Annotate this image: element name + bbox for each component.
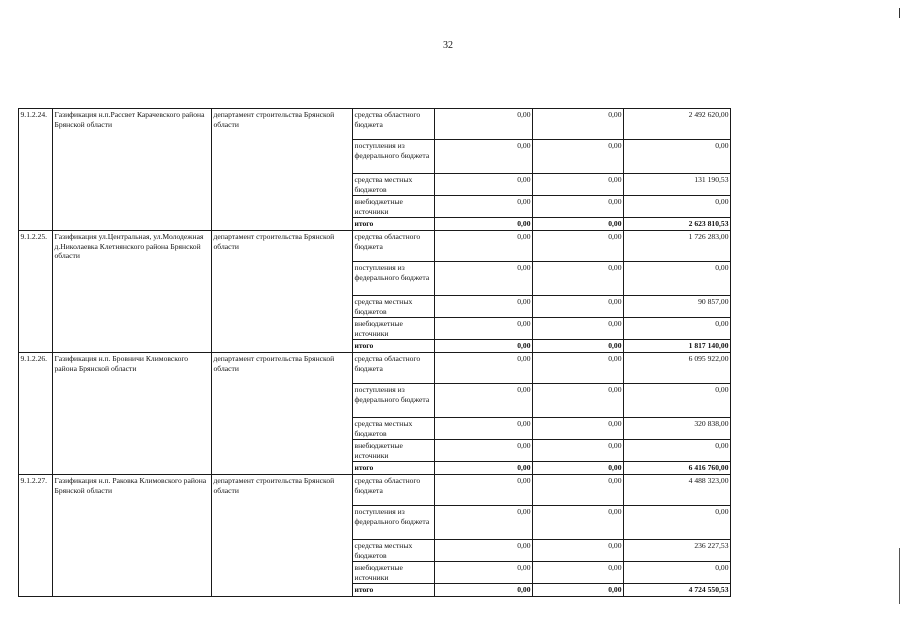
amount-cell: 90 857,00 bbox=[624, 295, 731, 317]
scan-edge-mark bbox=[899, 548, 900, 604]
funding-source: внебюджетные источники bbox=[353, 440, 435, 462]
amount-cell: 0,00 bbox=[435, 261, 533, 295]
amount-cell: 236 227,53 bbox=[624, 539, 731, 561]
amount-cell: 0,00 bbox=[533, 196, 624, 218]
amount-cell: 0,00 bbox=[624, 505, 731, 539]
amount-cell: 0,00 bbox=[624, 440, 731, 462]
amount-cell: 0,00 bbox=[624, 196, 731, 218]
amount-cell: 0,00 bbox=[533, 539, 624, 561]
amount-cell: 0,00 bbox=[435, 383, 533, 417]
amount-cell: 0,00 bbox=[435, 417, 533, 439]
amount-cell: 0,00 bbox=[533, 352, 624, 383]
item-executor: департамент строительства Брянской области bbox=[212, 230, 353, 352]
amount-cell: 1 726 283,00 bbox=[624, 230, 731, 261]
amount-cell: 0,00 bbox=[435, 562, 533, 584]
item-name: Газификация н.п. Раковка Климовского района Брянской области bbox=[53, 474, 212, 596]
funding-source: средства областного бюджета bbox=[353, 352, 435, 383]
amount-cell: 0,00 bbox=[533, 562, 624, 584]
funding-source: итого bbox=[353, 340, 435, 353]
item-code: 9.1.2.25. bbox=[19, 230, 53, 352]
funding-source: поступления из федерального бюджета bbox=[353, 505, 435, 539]
amount-cell: 0,00 bbox=[435, 318, 533, 340]
amount-cell: 0,00 bbox=[435, 218, 533, 231]
item-name: Газификация н.п.Рассвет Карачевского района Брянской области bbox=[53, 109, 212, 231]
item-name: Газификация н.п. Бровничи Климовского района Брянской области bbox=[53, 352, 212, 474]
funding-source: средства местных бюджетов bbox=[353, 417, 435, 439]
item-name: Газификация ул.Центральная, ул.Молодежная д.Николаевка Клетнянского района Брянской области bbox=[53, 230, 212, 352]
amount-cell: 0,00 bbox=[435, 295, 533, 317]
amount-cell: 0,00 bbox=[533, 230, 624, 261]
amount-cell: 0,00 bbox=[533, 417, 624, 439]
funding-source: итого bbox=[353, 218, 435, 231]
funding-source: поступления из федерального бюджета bbox=[353, 261, 435, 295]
amount-cell: 0,00 bbox=[435, 140, 533, 174]
amount-cell: 0,00 bbox=[624, 261, 731, 295]
amount-cell: 0,00 bbox=[435, 440, 533, 462]
amount-cell: 0,00 bbox=[533, 505, 624, 539]
funding-source: внебюджетные источники bbox=[353, 196, 435, 218]
item-executor: департамент строительства Брянской области bbox=[212, 352, 353, 474]
amount-cell: 1 817 140,00 bbox=[624, 340, 731, 353]
amount-cell: 0,00 bbox=[533, 174, 624, 196]
amount-cell: 0,00 bbox=[533, 218, 624, 231]
amount-cell: 0,00 bbox=[435, 174, 533, 196]
amount-cell: 320 838,00 bbox=[624, 417, 731, 439]
amount-cell: 0,00 bbox=[533, 383, 624, 417]
amount-cell: 0,00 bbox=[624, 140, 731, 174]
funding-source: внебюджетные источники bbox=[353, 562, 435, 584]
amount-cell: 4 488 323,00 bbox=[624, 474, 731, 505]
budget-table bbox=[18, 108, 731, 597]
funding-source: итого bbox=[353, 462, 435, 475]
amount-cell: 0,00 bbox=[624, 383, 731, 417]
table-row bbox=[19, 109, 731, 140]
amount-cell: 0,00 bbox=[533, 440, 624, 462]
amount-cell: 0,00 bbox=[435, 230, 533, 261]
amount-cell: 4 724 550,53 bbox=[624, 584, 731, 597]
amount-cell: 0,00 bbox=[435, 474, 533, 505]
table-row bbox=[19, 230, 731, 261]
amount-cell: 0,00 bbox=[435, 539, 533, 561]
funding-source: средства областного бюджета bbox=[353, 230, 435, 261]
amount-cell: 0,00 bbox=[533, 462, 624, 475]
funding-source: средства местных бюджетов bbox=[353, 295, 435, 317]
amount-cell: 6 095 922,00 bbox=[624, 352, 731, 383]
amount-cell: 0,00 bbox=[533, 261, 624, 295]
scan-edge-mark bbox=[899, 8, 900, 18]
amount-cell: 0,00 bbox=[435, 109, 533, 140]
amount-cell: 0,00 bbox=[533, 140, 624, 174]
funding-source: средства местных бюджетов bbox=[353, 174, 435, 196]
amount-cell: 0,00 bbox=[435, 352, 533, 383]
funding-source: внебюджетные источники bbox=[353, 318, 435, 340]
page-number: 32 bbox=[443, 40, 453, 51]
amount-cell: 2 623 810,53 bbox=[624, 218, 731, 231]
amount-cell: 0,00 bbox=[624, 562, 731, 584]
funding-source: средства областного бюджета bbox=[353, 109, 435, 140]
amount-cell: 0,00 bbox=[533, 318, 624, 340]
amount-cell: 0,00 bbox=[533, 295, 624, 317]
funding-source: поступления из федерального бюджета bbox=[353, 140, 435, 174]
funding-source: средства областного бюджета bbox=[353, 474, 435, 505]
amount-cell: 0,00 bbox=[435, 196, 533, 218]
funding-source: средства местных бюджетов bbox=[353, 539, 435, 561]
table-row bbox=[19, 474, 731, 505]
amount-cell: 6 416 760,00 bbox=[624, 462, 731, 475]
funding-source: поступления из федерального бюджета bbox=[353, 383, 435, 417]
amount-cell: 0,00 bbox=[533, 474, 624, 505]
item-code: 9.1.2.24. bbox=[19, 109, 53, 231]
item-code: 9.1.2.26. bbox=[19, 352, 53, 474]
amount-cell: 0,00 bbox=[624, 318, 731, 340]
amount-cell: 0,00 bbox=[533, 109, 624, 140]
item-executor: департамент строительства Брянской области bbox=[212, 109, 353, 231]
funding-source: итого bbox=[353, 584, 435, 597]
amount-cell: 0,00 bbox=[533, 340, 624, 353]
amount-cell: 0,00 bbox=[435, 462, 533, 475]
item-executor: департамент строительства Брянской области bbox=[212, 474, 353, 596]
amount-cell: 131 190,53 bbox=[624, 174, 731, 196]
amount-cell: 0,00 bbox=[435, 505, 533, 539]
amount-cell: 2 492 620,00 bbox=[624, 109, 731, 140]
table-row bbox=[19, 352, 731, 383]
amount-cell: 0,00 bbox=[435, 584, 533, 597]
item-code: 9.1.2.27. bbox=[19, 474, 53, 596]
amount-cell: 0,00 bbox=[533, 584, 624, 597]
amount-cell: 0,00 bbox=[435, 340, 533, 353]
